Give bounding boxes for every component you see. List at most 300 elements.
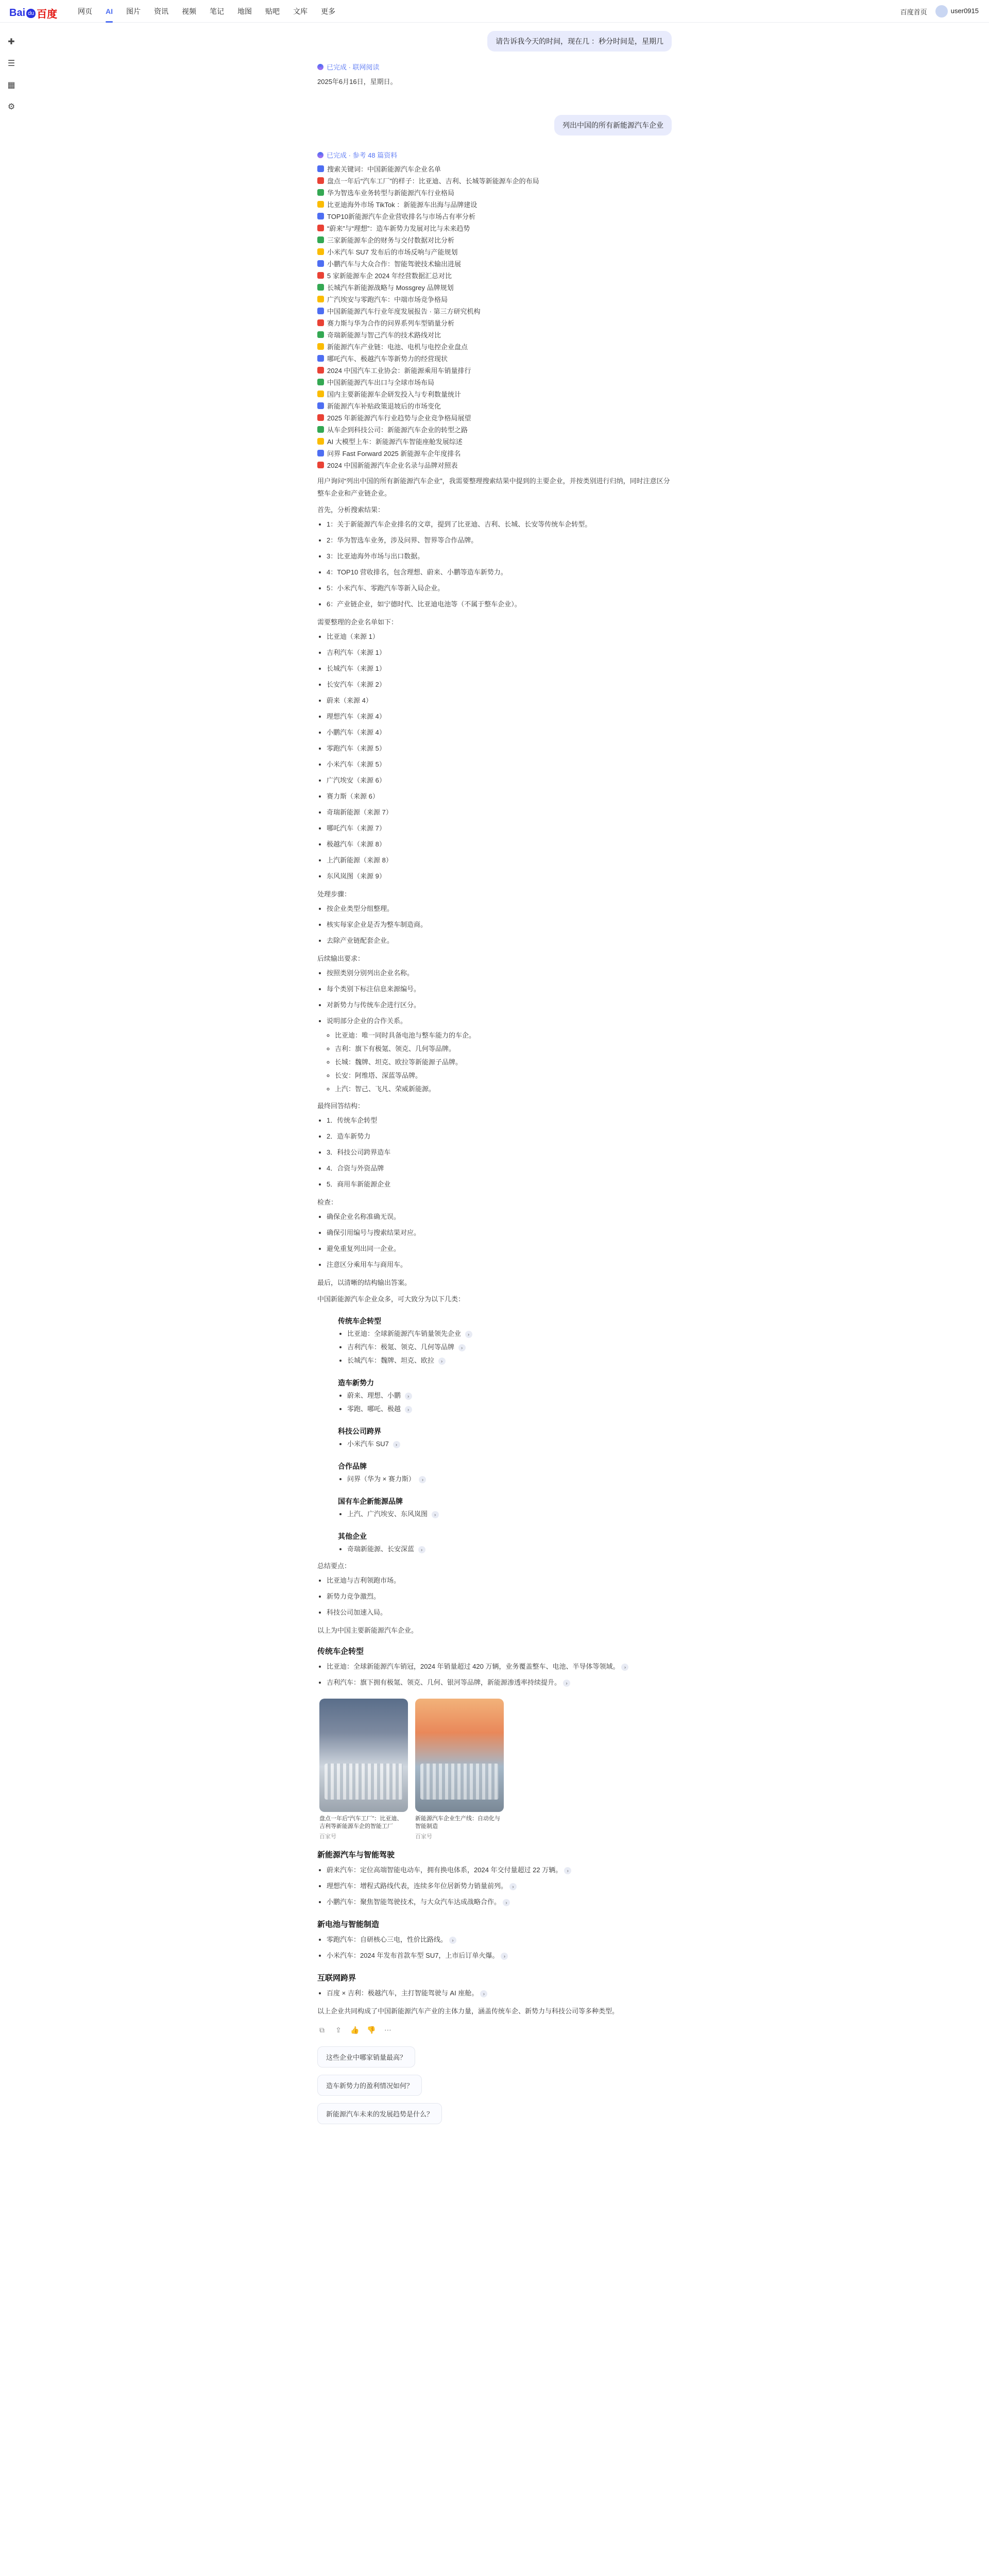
chat-column: [317, 31, 672, 2124]
list-item-text: 确保企业名称准确无误。: [327, 1213, 401, 1221]
reference-item[interactable]: [317, 400, 672, 412]
category-title: 传统车企转型: [338, 1317, 381, 1325]
new-chat-icon[interactable]: ✚: [8, 38, 15, 46]
reference-item[interactable]: [317, 246, 672, 258]
list-item: [327, 868, 672, 884]
site-favicon-icon: [317, 213, 324, 219]
list-item-text: 百度 × 吉利：极越汽车，主打智能驾驶与 AI 座舱。: [327, 1989, 479, 1997]
list-item-text: 零跑、哪吒、极越: [347, 1405, 403, 1413]
reference-item[interactable]: [317, 412, 672, 423]
list-item: [347, 1389, 672, 1402]
list-item: [347, 1543, 672, 1556]
list-item: [327, 1985, 672, 2001]
reference-item[interactable]: [317, 269, 672, 281]
list-item-text: 2．造车新势力: [327, 1132, 371, 1140]
top-right: [900, 0, 979, 23]
reference-item[interactable]: [317, 281, 672, 293]
ai-logo-icon: [317, 64, 323, 70]
reference-item[interactable]: [317, 163, 672, 175]
list-item: [327, 981, 672, 997]
list-item: [327, 629, 672, 645]
check-title: 检查：: [317, 1198, 338, 1206]
site-favicon-icon: [317, 367, 324, 374]
category-title: 其他企业: [338, 1532, 367, 1540]
reference-title: 新能源汽车补贴政策退坡后的市场变化: [327, 402, 441, 410]
list-item: [327, 901, 672, 917]
reference-item[interactable]: [317, 459, 672, 471]
section-list: [327, 1931, 672, 1963]
reference-item[interactable]: [317, 210, 672, 222]
reference-title: 搜索关键词：中国新能源汽车企业名单: [327, 165, 441, 173]
list-item-text: 极越汽车（来源 8）: [327, 840, 386, 848]
list-item: [327, 692, 672, 708]
ai-status-label: 已完成 · 联网阅读: [327, 63, 380, 71]
list-item: [327, 788, 672, 804]
reference-title: 2024 中国汽车工业协会：新能源乘用车销量排行: [327, 367, 471, 375]
list-item: [327, 1604, 672, 1620]
more-icon[interactable]: ⋯: [384, 2026, 391, 2034]
reference-item[interactable]: [317, 175, 672, 187]
site-favicon-icon: [317, 462, 324, 468]
reference-title: 2024 中国新能源汽车企业名录与品牌对照表: [327, 462, 458, 469]
list-item: [327, 804, 672, 820]
section-list: [327, 1862, 672, 1910]
site-favicon-icon: [317, 414, 324, 421]
image-source: 百家号: [415, 1834, 432, 1840]
list-item-text: 4：TOP10 营收排名，包含理想、蔚来、小鹏等造车新势力。: [327, 568, 507, 576]
list-item: [327, 596, 672, 612]
nav-tab[interactable]: 更多: [321, 7, 335, 15]
list-item-text: 比亚迪：全球新能源汽车销冠，2024 年销量超过 420 万辆，业务覆盖整车、电池、半导体等领域。: [327, 1663, 620, 1670]
list-item: [335, 1042, 672, 1056]
list-item: [327, 1144, 672, 1160]
list-item: [327, 660, 672, 676]
list-item-text: 蔚来、理想、小鹏: [347, 1392, 403, 1399]
list-item: [327, 1572, 672, 1588]
list-item: [327, 1862, 672, 1878]
site-favicon-icon: [317, 189, 324, 196]
nav-tab[interactable]: 笔记: [210, 7, 224, 15]
citation-icon[interactable]: ›: [405, 1406, 412, 1413]
section-title: 传统车企转型: [317, 1647, 364, 1656]
reference-title: 广汽埃安与零跑汽车：中端市场竞争格局: [327, 296, 448, 303]
list-item: [327, 997, 672, 1013]
list-item-text: 赛力斯（来源 6）: [327, 792, 379, 800]
citation-icon[interactable]: ›: [432, 1511, 439, 1518]
list-item: [327, 516, 672, 532]
citation-icon[interactable]: ›: [564, 1867, 571, 1874]
list-item-text: 1：关于新能源汽车企业排名的文章，提到了比亚迪、吉利、长城、长安等传统车企转型。: [327, 520, 592, 528]
list-item-text: 比亚迪与吉利领跑市场。: [327, 1577, 401, 1584]
site-favicon-icon: [317, 284, 324, 291]
list-item: [327, 1674, 672, 1690]
reference-title: 2025 年新能源汽车行业趋势与企业竞争格局展望: [327, 414, 471, 422]
analysis-list: [327, 516, 672, 612]
list-item-text: 按企业类型分组整理。: [327, 905, 394, 912]
list-item: [335, 1029, 672, 1042]
list-item-text: 注意区分乘用车与商用车。: [327, 1261, 407, 1268]
list-item: [327, 645, 672, 660]
list-item: [327, 917, 672, 933]
citation-icon[interactable]: ›: [458, 1344, 466, 1351]
reference-title: 从车企到科技公司：新能源汽车企业的转型之路: [327, 426, 468, 434]
nav-tab[interactable]: 视频: [182, 7, 196, 15]
list-item: [327, 756, 672, 772]
factory-image: [319, 1699, 408, 1812]
reference-title: 中国新能源汽车行业年度发展报告 · 第三方研究机构: [327, 308, 481, 315]
ai-status[interactable]: [317, 62, 672, 72]
reference-title: 哪吒汽车、极越汽车等新势力的经营现状: [327, 355, 448, 363]
suggestion-list: [317, 2046, 672, 2124]
list-item: [327, 772, 672, 788]
list-item: [347, 1402, 672, 1416]
category-list: [347, 1327, 672, 1367]
list-item: [327, 1160, 672, 1176]
citation-icon[interactable]: ›: [419, 1476, 426, 1483]
list-item-text: 按照类别分别列出企业名称。: [327, 969, 414, 977]
list-item: [327, 740, 672, 756]
list-item: [327, 1878, 672, 1894]
citation-icon[interactable]: ›: [449, 1937, 456, 1944]
reference-title: 华为智选车业务转型与新能源汽车行业格局: [327, 189, 455, 197]
list-item-text: 避免重复列出同一企业。: [327, 1245, 401, 1252]
nav-tab[interactable]: AI: [100, 0, 118, 23]
reference-title: 盘点一年后“汽车工厂”的样子：比亚迪、吉利、长城等新能源车企的布局: [327, 177, 539, 185]
list-item: [347, 1507, 672, 1521]
reference-item[interactable]: [317, 376, 672, 388]
steps-list: [327, 965, 672, 1029]
logo-text-left: Bai: [9, 7, 26, 19]
reference-title: 新能源汽车产业链：电池、电机与电控企业盘点: [327, 343, 468, 351]
site-favicon-icon: [317, 236, 324, 243]
section-title: 新能源汽车与智能驾驶: [317, 1851, 395, 1859]
reference-item[interactable]: [317, 329, 672, 341]
list-item: [335, 1056, 672, 1069]
company-title: 需要整理的企业名单如下：: [317, 618, 398, 626]
process-title: 处理步骤：: [317, 890, 351, 898]
list-item-text: 奇瑞新能源（来源 7）: [327, 808, 393, 816]
list-item-text: 长城汽车：魏牌、坦克、欧拉: [347, 1357, 436, 1364]
section-title: 互联网跨界: [317, 1974, 356, 1982]
citation-icon[interactable]: ›: [405, 1393, 412, 1400]
site-favicon-icon: [317, 201, 324, 208]
thumbs-down-icon[interactable]: 👎: [367, 2026, 376, 2034]
list-item-text: 奇瑞新能源、长安深蓝: [347, 1545, 416, 1553]
site-favicon-icon: [317, 402, 324, 409]
list-item: [327, 532, 672, 548]
list-item-text: 零跑汽车（来源 5）: [327, 744, 386, 752]
list-item-text: 说明部分企业的合作关系。: [327, 1017, 407, 1025]
reference-item[interactable]: [317, 187, 672, 198]
citation-icon[interactable]: ›: [393, 1441, 400, 1448]
ai-answer: 2025年6月16日，星期日。: [317, 78, 397, 86]
nav-tabs: [72, 0, 341, 23]
site-favicon-icon: [317, 355, 324, 362]
summary-title: 总结要点：: [317, 1562, 351, 1570]
list-item-text: 上汽、广汽埃安、东风岚图: [347, 1510, 430, 1518]
reference-item[interactable]: [317, 341, 672, 352]
thinking-intro: 用户询问“列出中国的所有新能源汽车企业”，我需要整理搜索结果中提到的主要企业，并按类别进行归纳，同时注意区分整车企业和产业链企业。: [317, 477, 670, 497]
site-favicon-icon: [317, 391, 324, 397]
analysis-title: 首先，分析搜索结果：: [317, 506, 385, 514]
image-caption: 新能源汽车企业生产线：自动化与智能制造: [415, 1816, 500, 1829]
history-icon[interactable]: ☰: [7, 59, 15, 68]
reference-title: AI 大模型上车：新能源汽车智能座舱发展综述: [327, 438, 463, 446]
nav-tab[interactable]: 贴吧: [265, 7, 280, 15]
list-item-text: 小米汽车：2024 年发布首款车型 SU7，上市后订单火爆。: [327, 1952, 499, 1959]
category-title: 科技公司跨界: [338, 1427, 381, 1435]
list-item-text: 吉利：旗下有极氪、领克、几何等品牌。: [335, 1045, 456, 1053]
list-item-text: 2：华为智选车业务，涉及问界、智界等合作品牌。: [327, 536, 478, 544]
image-source: 百家号: [319, 1834, 336, 1840]
site-favicon-icon: [317, 296, 324, 302]
suggested-question[interactable]: 新能源汽车未来的发展趋势是什么？: [317, 2103, 442, 2124]
image-card[interactable]: [415, 1699, 504, 1840]
citation-icon[interactable]: ›: [465, 1331, 472, 1338]
site-favicon-icon: [317, 165, 324, 172]
suggested-question[interactable]: 这些企业中哪家销量最高？: [317, 2046, 415, 2067]
reference-item[interactable]: [317, 234, 672, 246]
list-item: [327, 1588, 672, 1604]
section-list: [327, 1658, 672, 1690]
ending: 以上企业共同构成了中国新能源汽车产业的主体力量，涵盖传统车企、新势力与科技公司等多种类型。: [317, 2007, 619, 2015]
list-item-text: 科技公司加速入局。: [327, 1608, 387, 1616]
category-list: [347, 1543, 672, 1556]
list-item: [327, 1209, 672, 1225]
thumbs-up-icon[interactable]: 👍: [350, 2026, 360, 2034]
top-nav: [0, 0, 989, 23]
list-item-text: 吉利汽车：极氪、领克、几何等品牌: [347, 1343, 456, 1351]
category-title: 合作品牌: [338, 1462, 367, 1470]
reference-item[interactable]: [317, 222, 672, 234]
list-item: [347, 1437, 672, 1451]
list-item: [347, 1341, 672, 1354]
list-item-text: 广汽埃安（来源 6）: [327, 776, 386, 784]
list-item: [335, 1069, 672, 1082]
list-item: [335, 1082, 672, 1096]
image-row: [319, 1699, 672, 1840]
site-favicon-icon: [317, 248, 324, 255]
suggested-question[interactable]: 造车新势力的盈利情况如何？: [317, 2075, 422, 2096]
list-item-text: 理想汽车（来源 4）: [327, 713, 386, 720]
reference-item[interactable]: [317, 435, 672, 447]
site-favicon-icon: [317, 438, 324, 445]
list-item-text: 小米汽车 SU7: [347, 1440, 391, 1448]
list-item-text: 4．合资与外资品牌: [327, 1164, 384, 1172]
list-item: [347, 1354, 672, 1367]
list-item: [327, 1013, 672, 1029]
site-favicon-icon: [317, 379, 324, 385]
list-item-text: 每个类别下标注信息来源编号。: [327, 985, 421, 993]
list-item-text: 吉利汽车（来源 1）: [327, 649, 386, 656]
list-item-text: 零跑汽车：自研核心三电，性价比路线。: [327, 1936, 448, 1943]
paw-icon: du: [26, 9, 36, 18]
category-list: [347, 1472, 672, 1486]
reference-item[interactable]: [317, 258, 672, 269]
citation-icon[interactable]: ›: [503, 1899, 510, 1906]
citation-icon[interactable]: ›: [621, 1664, 628, 1671]
list-item-text: 5．商用车新能源企业: [327, 1180, 391, 1188]
image-card[interactable]: [319, 1699, 408, 1840]
reference-title: 奇瑞新能源与智己汽车的技术路线对比: [327, 331, 441, 339]
reference-item[interactable]: [317, 198, 672, 210]
category-title: 造车新势力: [338, 1379, 374, 1387]
outline-list: [327, 1112, 672, 1192]
list-item-text: 比亚迪：唯一同时具备电池与整车能力的车企。: [335, 1031, 476, 1039]
reference-item[interactable]: [317, 305, 672, 317]
citation-icon[interactable]: ›: [501, 1953, 508, 1960]
check-list: [327, 1209, 672, 1273]
list-item-text: 哪吒汽车（来源 7）: [327, 824, 386, 832]
list-item: [327, 708, 672, 724]
list-item-text: 蔚来汽车：定位高端智能电动车，拥有换电体系，2024 年交付量超过 22 万辆。: [327, 1866, 562, 1874]
list-item-text: 比亚迪：全球新能源汽车销量领先企业: [347, 1330, 463, 1337]
list-item-text: 上汽新能源（来源 8）: [327, 856, 393, 864]
list-item: [327, 724, 672, 740]
left-rail: [6, 37, 19, 112]
list-item: [347, 1472, 672, 1486]
grid-icon[interactable]: ▦: [7, 81, 15, 90]
reference-title: 赛力斯与华为合作的问界系列车型销量分析: [327, 319, 455, 327]
baidu-logo[interactable]: [9, 6, 57, 21]
section-title: 新电池与智能制造: [317, 1920, 380, 1929]
list-item-text: 问界（华为 × 赛力斯）: [347, 1475, 417, 1483]
category-list: [347, 1389, 672, 1416]
settings-icon[interactable]: ⚙: [7, 103, 15, 111]
list-item-text: 理想汽车：增程式路线代表，连续多年位居新势力销量前列。: [327, 1882, 508, 1890]
reference-title: 比亚迪海外市场 TikTok ：新能源车出海与品牌建设: [327, 201, 478, 209]
list-item: [327, 1241, 672, 1257]
category-list: [347, 1507, 672, 1521]
user-message: 列出中国的所有新能源汽车企业: [554, 115, 672, 135]
nav-tab[interactable]: 文库: [293, 7, 308, 15]
list-item-text: 3．科技公司跨界造车: [327, 1148, 391, 1156]
category-title: 国有车企新能源品牌: [338, 1497, 403, 1505]
avatar: [935, 5, 948, 18]
list-item: [327, 1257, 672, 1273]
list-item-text: 小鹏汽车（来源 4）: [327, 728, 386, 736]
reference-title: 三家新能源车企的财务与交付数据对比分析: [327, 236, 455, 244]
reference-title: 问界 Fast Forward 2025 新能源车企年度排名: [327, 450, 461, 457]
list-item: [327, 852, 672, 868]
list-item-text: 去除产业链配套企业。: [327, 937, 394, 944]
list-item-text: 3：比亚迪海外市场与出口数据。: [327, 552, 424, 560]
factory-floor: [325, 1764, 403, 1800]
site-favicon-icon: [317, 272, 324, 279]
list-item-text: 核实每家企业是否为整车制造商。: [327, 921, 428, 928]
list-item-text: 吉利汽车：旗下拥有极氪、领克、几何、银河等品牌，新能源渗透率持续提升。: [327, 1679, 561, 1686]
list-item-text: 确保引用编号与搜索结果对应。: [327, 1229, 421, 1236]
reference-item[interactable]: [317, 447, 672, 459]
reference-title: 国内主要新能源车企研发投入与专利数量统计: [327, 391, 462, 398]
username: user0915: [950, 7, 979, 15]
list-item: [327, 548, 672, 564]
reference-title: TOP10新能源汽车企业营收排名与市场占有率分析: [327, 213, 475, 221]
list-item: [347, 1327, 672, 1341]
list-item-text: 对新势力与传统车企进行区分。: [327, 1001, 421, 1009]
settings-link[interactable]: 百度首页: [900, 8, 927, 16]
reference-title: 小鹏汽车与大众合作：智能驾驶技术输出进展: [327, 260, 462, 268]
factory-image: [415, 1699, 504, 1812]
list-item: [327, 580, 672, 596]
factory-floor: [420, 1764, 499, 1800]
list-item-text: 1．传统车企转型: [327, 1116, 378, 1124]
steps-title: 后续输出要求：: [317, 955, 365, 962]
reference-title: 5 家新能源车企 2024 年经营数据汇总对比: [327, 272, 452, 280]
process-list: [327, 901, 672, 948]
list-item: [327, 676, 672, 692]
list-item-text: 小鹏汽车：聚焦智能驾驶技术，与大众汽车达成战略合作。: [327, 1898, 501, 1906]
reference-item[interactable]: [317, 317, 672, 329]
reference-item[interactable]: [317, 388, 672, 400]
reference-item[interactable]: [317, 293, 672, 305]
list-item: [327, 820, 672, 836]
citation-icon[interactable]: ›: [438, 1358, 446, 1365]
list-item-text: 长城汽车（来源 1）: [327, 665, 386, 672]
user-message: 请告诉我今天的时间，现在几 ：秒分时间是，星期几: [487, 31, 672, 52]
site-favicon-icon: [317, 308, 324, 314]
ai-status-label: 已完成 · 参考 48 篇资料: [327, 151, 398, 159]
nav-tab[interactable]: 资讯: [154, 7, 168, 15]
list-item-text: 长城：魏牌、坦克、欧拉等新能源子品牌。: [335, 1058, 463, 1066]
answer-actions: [317, 2026, 672, 2035]
list-item-text: 6：产业链企业，如宁德时代、比亚迪电池等（不属于整车企业）。: [327, 600, 521, 608]
ai-logo-icon: [317, 152, 323, 158]
list-item: [327, 564, 672, 580]
user-menu[interactable]: [935, 5, 979, 18]
list-item-text: 长安：阿维塔、深蓝等品牌。: [335, 1072, 422, 1079]
site-favicon-icon: [317, 426, 324, 433]
citation-icon[interactable]: ›: [480, 1990, 487, 1997]
citation-icon[interactable]: ›: [418, 1546, 425, 1553]
ai-status[interactable]: [317, 150, 672, 160]
list-item: [327, 1894, 672, 1910]
list-item: [327, 836, 672, 852]
section-list: [327, 1985, 672, 2001]
category-list: [347, 1437, 672, 1451]
nav-tab[interactable]: 地图: [237, 7, 252, 15]
nav-tab[interactable]: 网页: [78, 7, 92, 15]
share-icon[interactable]: ⇪: [335, 2026, 342, 2034]
citation-icon[interactable]: ›: [509, 1883, 517, 1890]
list-item: [327, 1112, 672, 1128]
list-item: [327, 965, 672, 981]
site-favicon-icon: [317, 260, 324, 267]
list-item: [327, 1658, 672, 1674]
list-item: [327, 1225, 672, 1241]
note: 最后，以清晰的结构输出答案。: [317, 1279, 412, 1286]
list-item: [327, 1176, 672, 1192]
final-intro: 中国新能源汽车企业众多，可大致分为以下几类：: [317, 1295, 465, 1303]
site-favicon-icon: [317, 450, 324, 456]
list-item-text: 比亚迪（来源 1）: [327, 633, 379, 640]
citation-icon[interactable]: ›: [563, 1680, 570, 1687]
list-item-text: 蔚来（来源 4）: [327, 697, 372, 704]
outline-title: 最终回答结构：: [317, 1102, 365, 1110]
company-list: [327, 629, 672, 884]
nav-tab[interactable]: 图片: [126, 7, 141, 15]
reference-item[interactable]: [317, 423, 672, 435]
reference-item[interactable]: [317, 352, 672, 364]
list-item: [327, 1931, 672, 1947]
copy-icon[interactable]: ⧉: [319, 2026, 325, 2034]
list-item-text: 5：小米汽车、零跑汽车等新入局企业。: [327, 584, 445, 592]
reference-item[interactable]: [317, 364, 672, 376]
logo-text-right: 百度: [37, 9, 58, 20]
image-caption: 盘点一年后“汽车工厂”：比亚迪、吉利等新能源车企的智能工厂: [319, 1816, 403, 1829]
list-item-text: 小米汽车（来源 5）: [327, 760, 386, 768]
list-item-text: 上汽：智己、飞凡、荣威新能源。: [335, 1085, 436, 1093]
